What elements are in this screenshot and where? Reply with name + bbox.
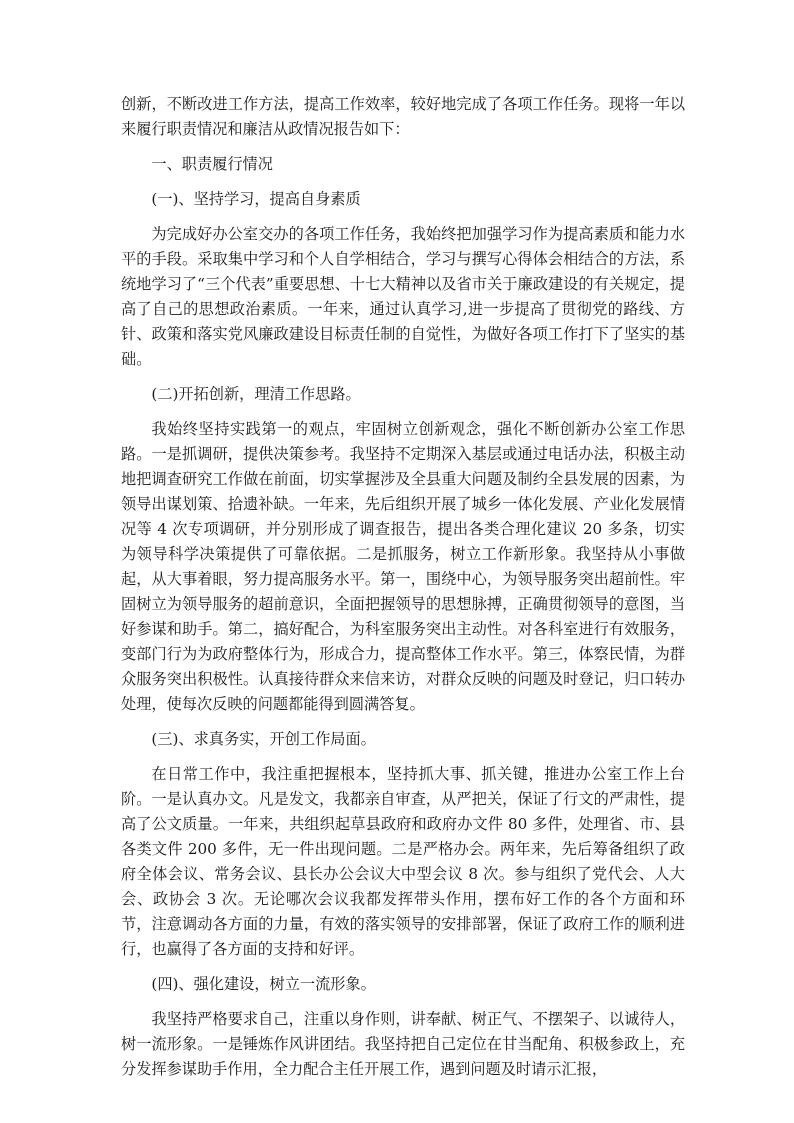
subsection-heading-image: (四)、强化建设，树立一流形象。 [151, 975, 376, 993]
subsection-heading-study: (一)、坚持学习，提高自身素质 [151, 190, 361, 208]
subsection-heading-innovation: (二)开拓创新，理清工作思路。 [151, 385, 361, 403]
subsection-heading-pragmatism: (三)、求真务实，开创工作局面。 [151, 730, 376, 748]
paragraph-study: 为完成好办公室交办的各项工作任务，我始终把加强学习作为提高素质和能力水平的手段。采取集中学习和个人自学相结合，学习与撰写心得体会相结合的方法，系统地学习了“三个代表”重要思想、十七大精神以及省市关于廉政建设的有关规定，提高了自己的思想政治素质。一年来，通过认真学习,进一步提高了贯彻党的路线、方针、政策和落实党风廉政建设目标责任制的自觉性，为做好各项工作打下了坚实的基础。 [121, 225, 685, 368]
paragraph-image: 我坚持严格要求自己，注重以身作则，讲奉献、树正气、不摆架子、以诚待人，树一流形象。一是锤炼作风讲团结。我坚持把自己定位在甘当配角、积极参政上，充分发挥参谋助手作用，全力配合主任开展工作，遇到问题及时请示汇报， [121, 1010, 685, 1078]
section-heading-duties: 一、职责履行情况 [151, 155, 273, 173]
document-page [121, 92, 685, 1092]
paragraph-pragmatism: 在日常工作中，我注重把握根本，坚持抓大事、抓关键，推进办公室工作上台阶。一是认真办文。凡是发文，我都亲自审查，从严把关，保证了行文的严肃性，提高了公文质量。一年来，共组织起草县政府和政府办文件 80 多件，处理省、市、县各类文件 200 多件，无一件出现问题。二是严格办会。两年来，先后筹备组织了政府全体会议、常务会议、县长办公会议大中型会议 8 次。参与组织了党代会、人大会、政协会 3 次。无论哪次会议我都发挥带头作用，摆布好工作的各个方面和环节，注意调动各方面的力量，有效的落实领导的安排部署，保证了政府工作的顺利进行，也赢得了各方面的支持和好评。 [121, 765, 685, 958]
intro-paragraph: 创新，不断改进工作方法，提高工作效率，较好地完成了各项工作任务。现将一年以来履行职责情况和廉洁从政情况报告如下： [121, 95, 685, 138]
paragraph-innovation: 我始终坚持实践第一的观点，牢固树立创新观念，强化不断创新办公室工作思路。一是抓调研，提供决策参考。我坚持不定期深入基层或通过电话办法，积极主动地把调查研究工作做在前面，切实掌握涉及全县重大问题及制约全县发展的因素，为领导出谋划策、拾遗补缺。一年来，先后组织开展了城乡一体化发展、产业化发展情况等 4 次专项调研，并分别形成了调查报告，提出各类合理化建议 20 多条，切实为领导科学决策提供了可靠依据。二是抓服务，树立工作新形象。我坚持从小事做起，从大事着眼，努力提高服务水平。第一，围绕中心，为领导服务突出超前性。牢固树立为领导服务的超前意识，全面把握领导的思想脉搏，正确贯彻领导的意图，当好参谋和助手。第二，搞好配合，为科室服务突出主动性。对各科室进行有效服务，变部门行为为政府整体行为，形成合力，提高整体工作水平。第三，体察民情，为群众服务突出积极性。认真接待群众来信来访，对群众反映的问题及时登记，归口转办处理，使每次反映的问题都能得到圆满答复。 [121, 420, 685, 713]
